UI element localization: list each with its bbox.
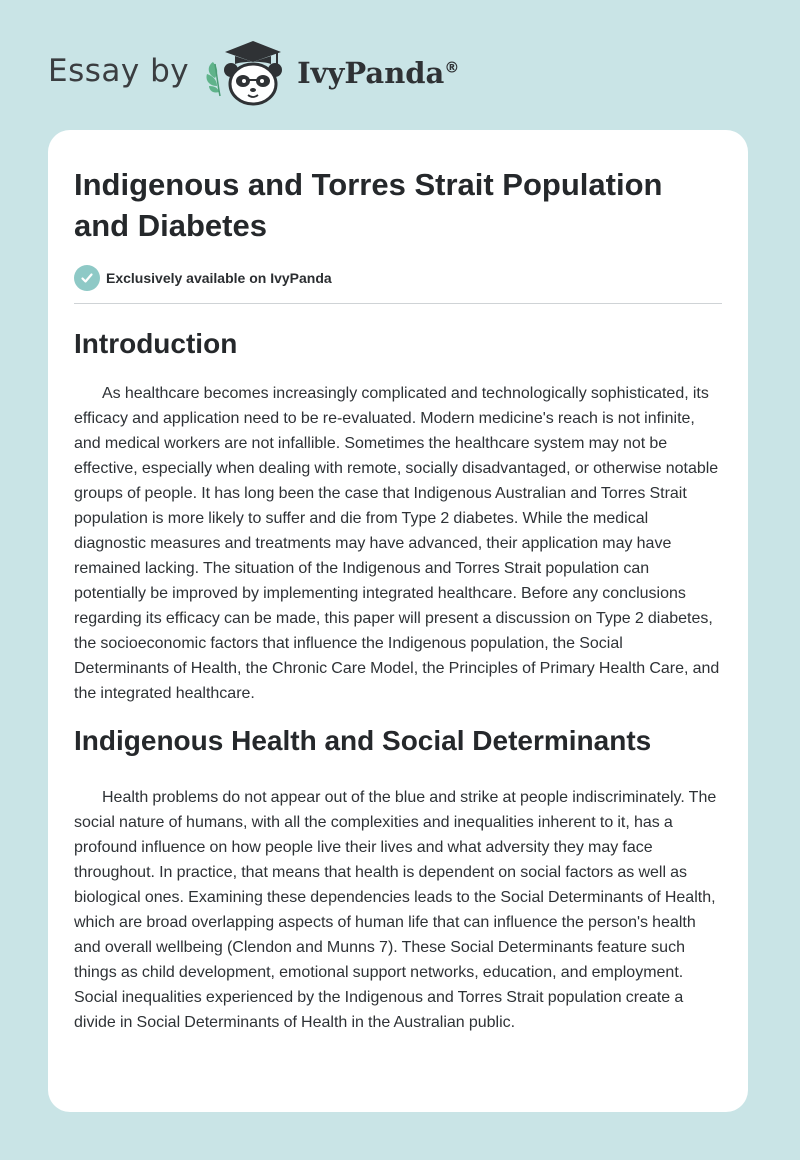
- exclusive-label: Exclusively available on IvyPanda: [106, 270, 332, 286]
- brand-prefix: Essay by: [48, 53, 190, 89]
- leaf-icon: [207, 62, 221, 96]
- brand-name: IvyPanda®: [297, 56, 460, 90]
- panda-graduation-cap-icon: [203, 34, 293, 108]
- registered-mark: ®: [444, 58, 460, 77]
- section-heading-indigenous-health: Indigenous Health and Social Determinants: [74, 725, 652, 756]
- exclusive-badge: [74, 265, 722, 291]
- divider: [74, 303, 722, 304]
- section-paragraph-introduction: As healthcare becomes increasingly complicated and technologically sophisticated, its efficacy and application need to be re-evaluated. Modern medicine's reach is not infinite, and medical workers are not infallible. Sometimes the healthcare system may not be effective, especially when dealing with remote, socially disadvantaged, or otherwise notable groups of people. It has long been the case that Indigenous Australian and Torres Strait population is more likely to suffer and die from Type 2 diabetes. While the medical diagnostic measures and treatments may have advanced, their application may have remained lacking. The situation of the Indigenous and Torres Strait population can potentially be improved by implementing integrated healthcare. Before any conclusions regarding its efficacy can be made, this paper will present a discussion on Type 2 diabetes, the socioeconomic factors that influence the Indigenous population, the Social Determinants of Health, the Chronic Care Model, the Principles of Primary Health Care, and the integrated healthcare.: [74, 385, 720, 702]
- brand-header[interactable]: [48, 34, 459, 108]
- page-title: Indigenous and Torres Strait Population and Diabetes: [74, 167, 663, 243]
- article-card: [48, 130, 748, 1112]
- section-heading-introduction: Introduction: [74, 328, 238, 359]
- check-circle-icon: [74, 265, 100, 291]
- section-paragraph-indigenous-health: Health problems do not appear out of the blue and strike at people indiscriminately. The social nature of humans, with all the complexities and inequalities inherent to it, has a profound influence on how people live their lives and what adversity they may face throughout. In practice, that means that health is dependent on social factors as well as biological ones. Examining these dependencies leads to the Social Determinants of Health, which are broad overlapping aspects of human life that can influence the person's health and overall wellbeing (Clendon and Munns 7). These Social Determinants feature such things as child development, emotional support networks, education, and employment. Social inequalities experienced by the Indigenous and Torres Strait population create a divide in Social Determinants of Health in the Australian public.: [74, 789, 717, 1031]
